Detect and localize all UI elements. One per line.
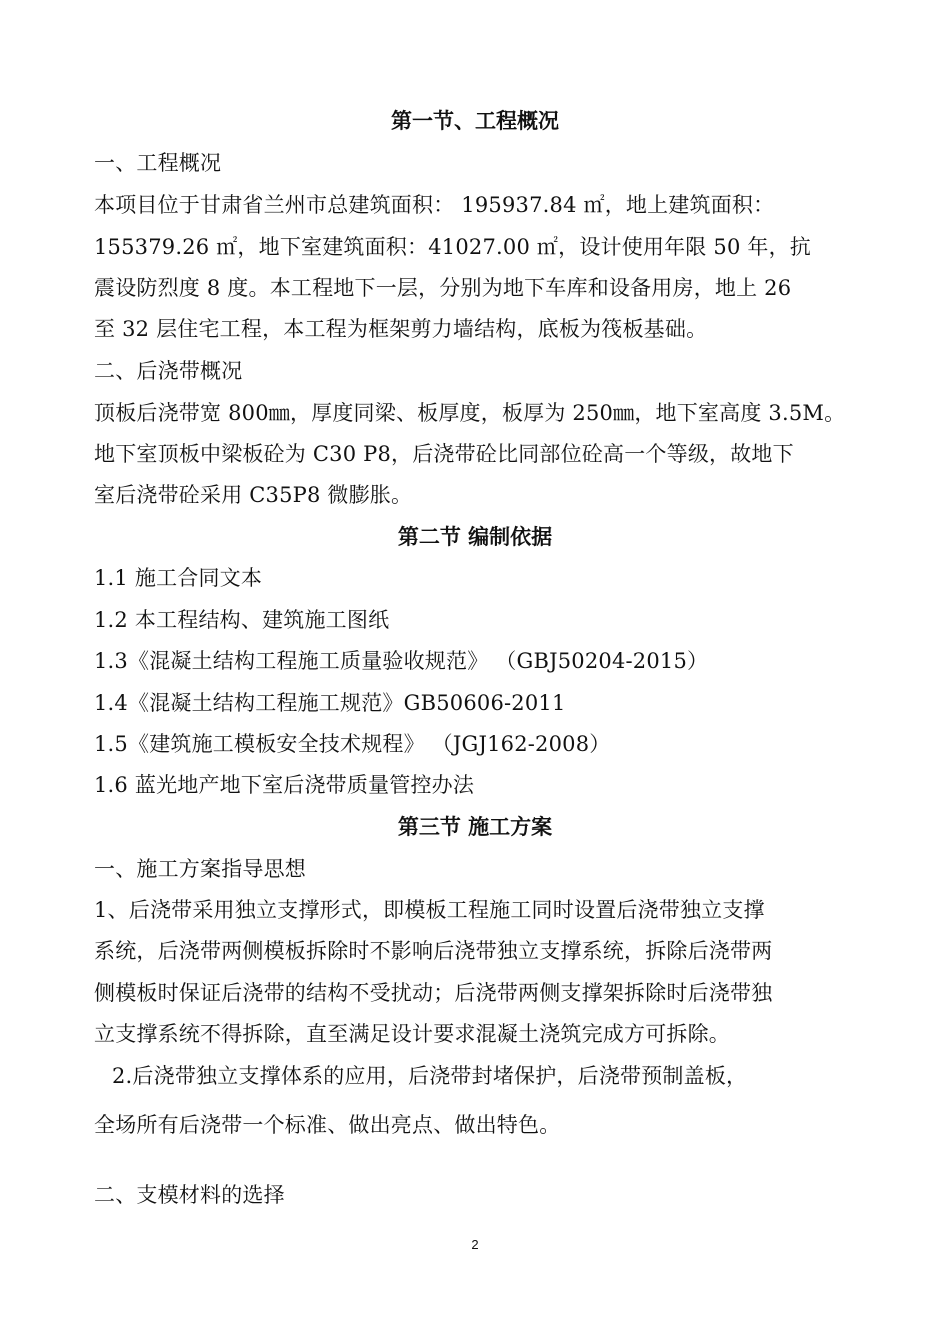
section-heading-plan: 第三节 施工方案	[397, 815, 553, 839]
paragraph-line: 侧模板时保证后浇带的结构不受扰动；后浇带两侧支撑架拆除时后浇带独	[94, 981, 773, 1005]
paragraph-line: 地下室顶板中梁板砼为 C30 P8，后浇带砼比同部位砼高一个等级，故地下	[94, 442, 794, 466]
paragraph-line: 2.后浇带独立支撑体系的应用，后浇带封堵保护，后浇带预制盖板，	[112, 1064, 748, 1088]
paragraph-line: 顶板后浇带宽 800㎜，厚度同梁、板厚度，板厚为 250㎜，地下室高度 3.5M。	[94, 401, 846, 425]
subheading-project-overview: 一、工程概况	[94, 151, 222, 175]
paragraph-line: 室后浇带砼采用 C35P8 微膨胀。	[94, 483, 413, 507]
list-item: 1.5《建筑施工模板安全技术规程》 （JGJ162-2008）	[94, 732, 611, 756]
subheading-post-pour-band: 二、后浇带概况	[94, 359, 243, 383]
list-item: 1.2 本工程结构、建筑施工图纸	[94, 608, 390, 632]
paragraph-line: 系统，后浇带两侧模板拆除时不影响后浇带独立支撑系统，拆除后浇带两	[94, 939, 773, 963]
subheading-formwork-materials: 二、支模材料的选择	[94, 1183, 285, 1207]
paragraph-line: 155379.26 ㎡，地下室建筑面积：41027.00 ㎡，设计使用年限 50 年，抗	[94, 235, 811, 259]
section-heading-basis: 第二节 编制依据	[397, 525, 553, 549]
list-item: 1.3《混凝土结构工程施工质量验收规范》 （GBJ50204-2015）	[94, 649, 709, 673]
section-heading-overview: 第一节、工程概况	[391, 109, 559, 133]
paragraph-line: 本项目位于甘肃省兰州市总建筑面积： 195937.84 ㎡，地上建筑面积：	[94, 193, 775, 217]
paragraph-line: 震设防烈度 8 度。本工程地下一层，分别为地下车库和设备用房，地上 26	[94, 276, 792, 300]
list-item: 1.6 蓝光地产地下室后浇带质量管控办法	[94, 773, 475, 797]
list-item: 1.4《混凝土结构工程施工规范》GB50606-2011	[94, 691, 566, 715]
subheading-guiding-idea: 一、施工方案指导思想	[94, 857, 306, 881]
paragraph-line: 1、后浇带采用独立支撑形式，即模板工程施工同时设置后浇带独立支撑	[94, 898, 765, 922]
page-number: 2	[471, 1237, 479, 1252]
paragraph-line: 至 32 层住宅工程，本工程为框架剪力墙结构，底板为筏板基础。	[94, 317, 708, 341]
paragraph-line: 立支撑系统不得拆除，直至满足设计要求混凝土浇筑完成方可拆除。	[94, 1022, 730, 1046]
paragraph-line: 全场所有后浇带一个标准、做出亮点、做出特色。	[94, 1113, 561, 1137]
list-item: 1.1 施工合同文本	[94, 566, 263, 590]
